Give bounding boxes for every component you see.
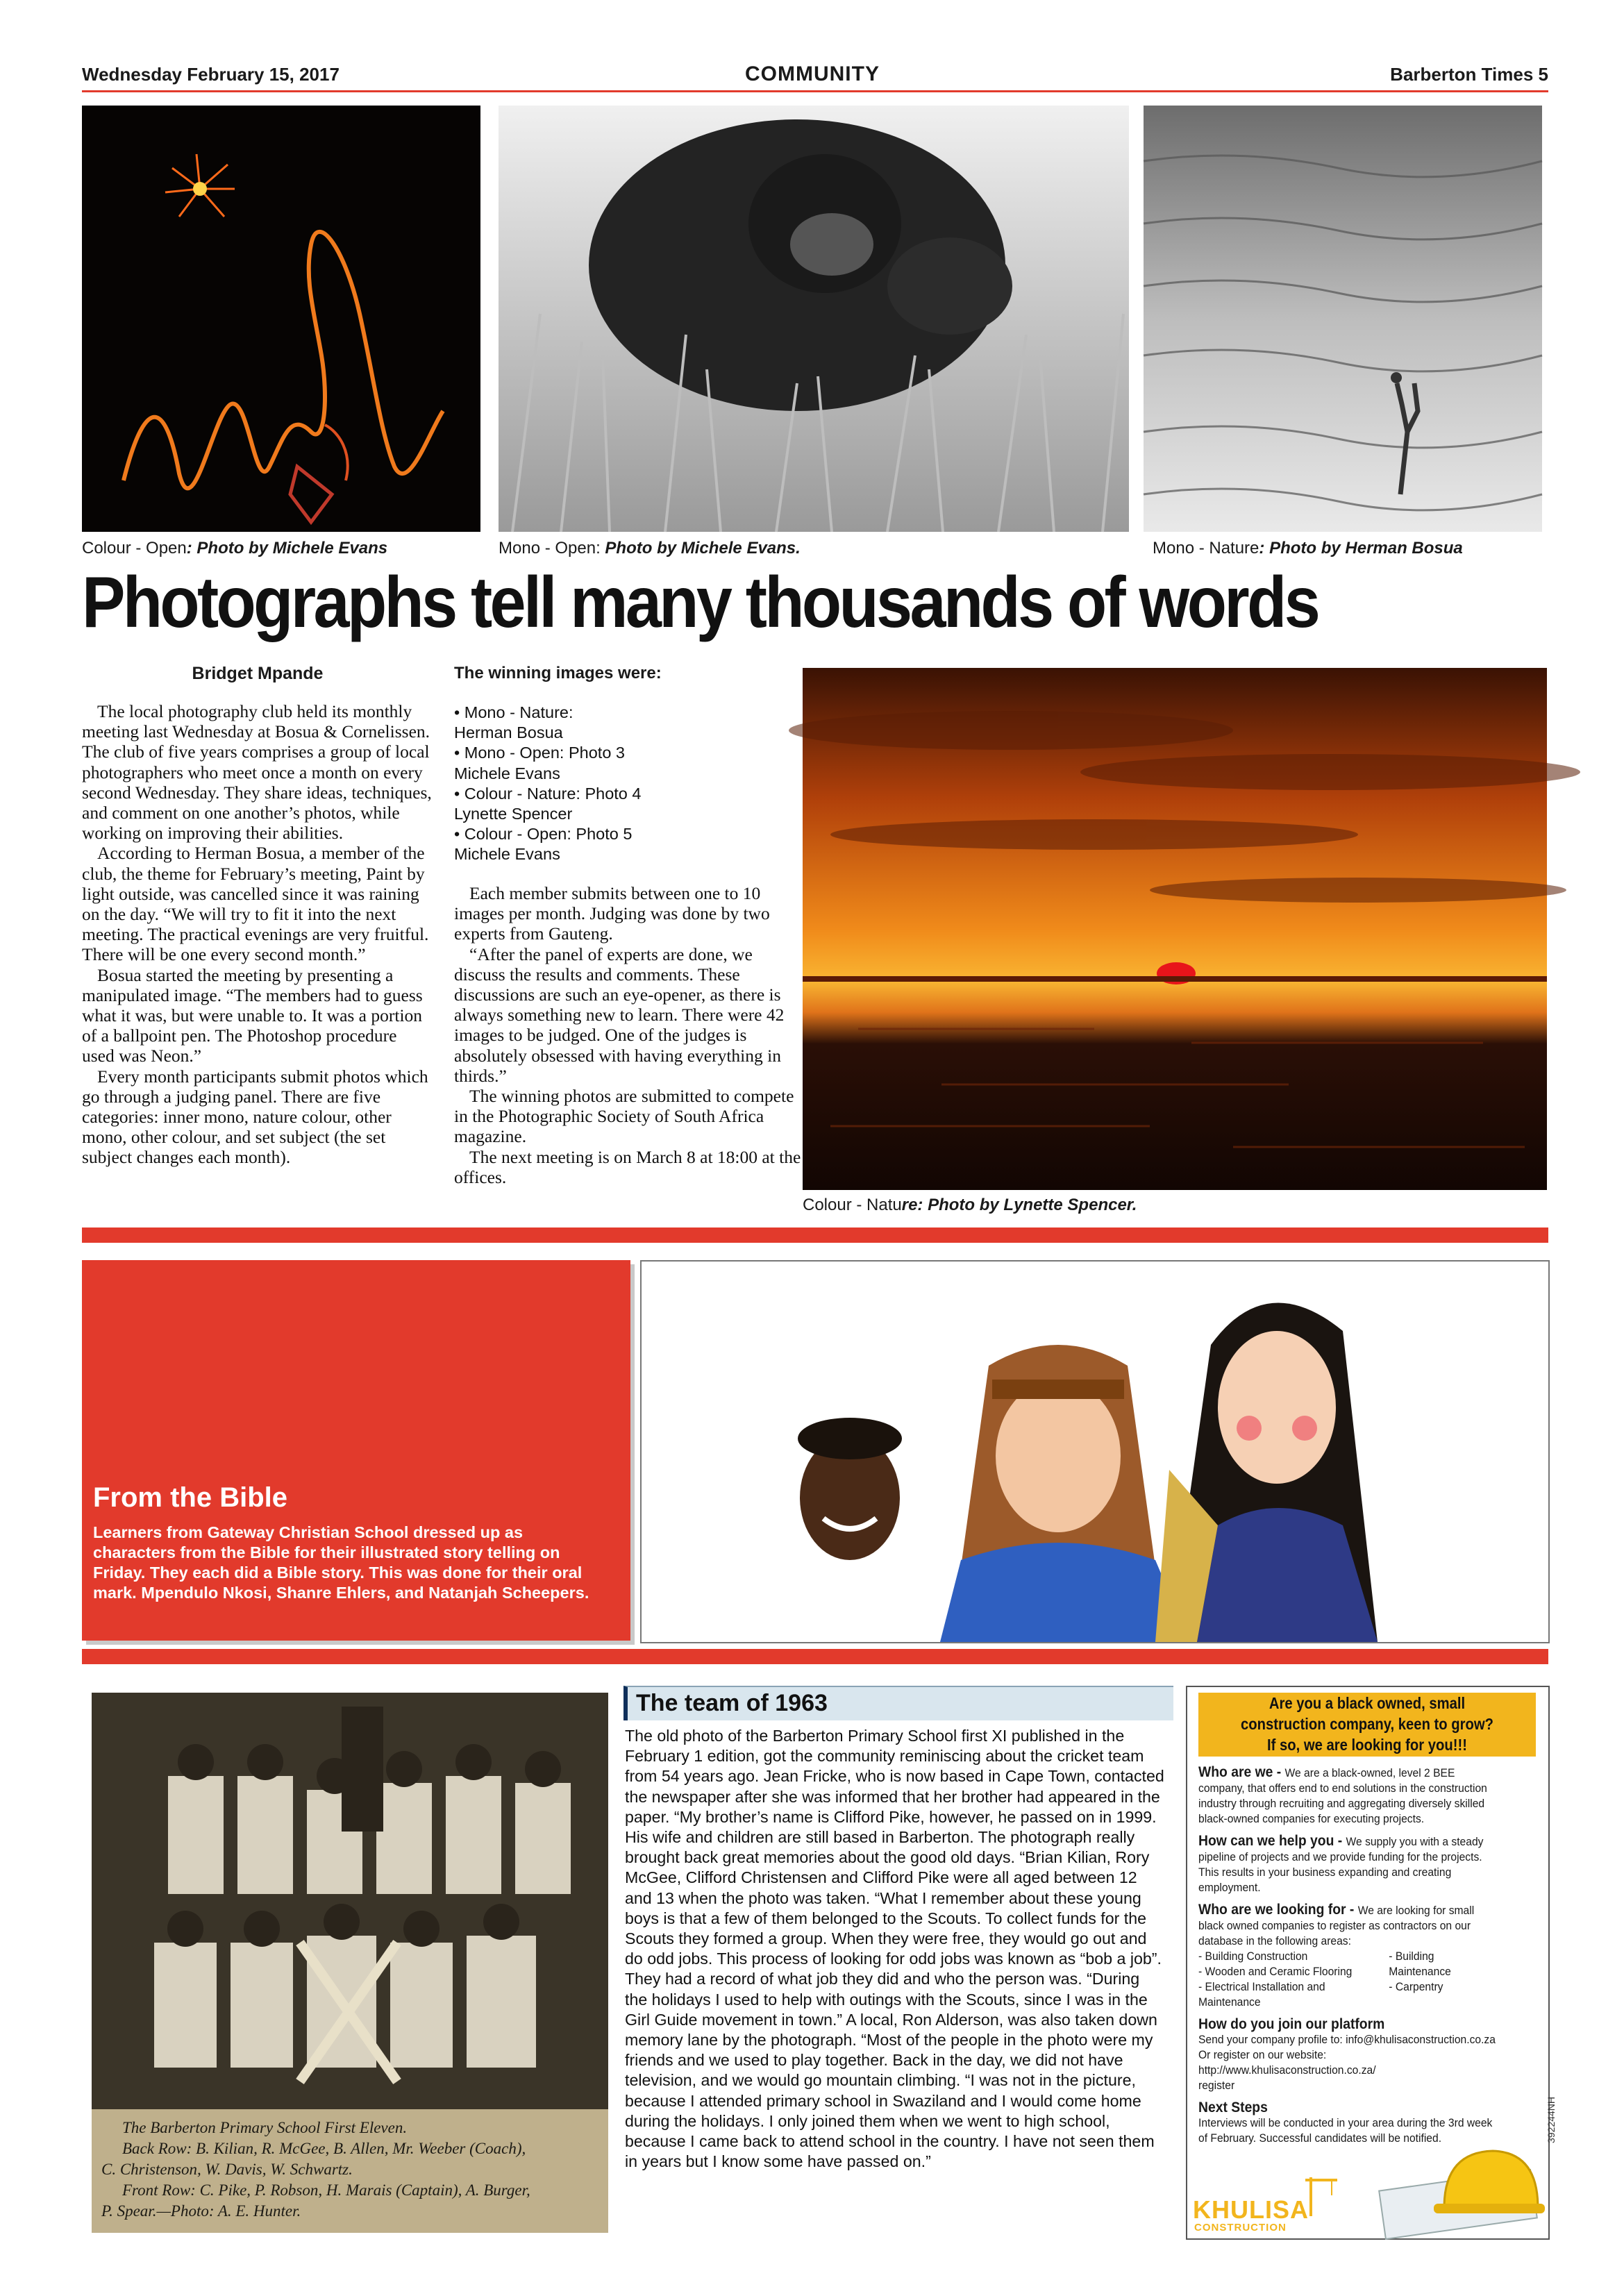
article-paragraph: Each member submits between one to 10 images per month. Judging was done by two experts from Gauteng. [454, 883, 770, 944]
winners-heading: The winning images were: [454, 664, 662, 682]
header-rule [82, 90, 1548, 92]
winner-line: Michele Evans [454, 845, 560, 864]
byline: Bridget Mpande [192, 664, 324, 683]
ocean-surfer-photo [1144, 106, 1542, 532]
caption-line: P. Spear.—Photo: A. E. Hunter. [101, 2202, 301, 2220]
ad-area: - Wooden and Ceramic Flooring [1198, 1965, 1353, 1978]
ad-headline [1198, 1693, 1536, 1757]
section-divider [82, 1649, 1548, 1664]
bible-feature-box [82, 1260, 630, 1641]
ad-headline-line: If so, we are looking for you!!! [1267, 1736, 1467, 1754]
ad-area: - Electrical Installation and Maintenance [1198, 1980, 1325, 2009]
ad-body [1198, 1765, 1498, 2153]
caption-line: Front Row: C. Pike, P. Robson, H. Marais (Captain), A. Burger, [122, 2181, 530, 2199]
ad-headline-line: Are you a black owned, small [1269, 1694, 1466, 1712]
khulisa-logo [1193, 2175, 1339, 2234]
bible-title: From the Bible [93, 1482, 288, 1513]
team-photo-caption [101, 2118, 605, 2222]
ad-contact-line: register [1198, 2079, 1235, 2092]
winners-list [454, 703, 801, 865]
caption-line: The Barberton Primary School First Eleven. [122, 2119, 408, 2136]
winner-line: • Mono - Open: Photo 3 [454, 744, 625, 762]
winner-line: Michele Evans [454, 764, 560, 782]
caption-photo2: Mono - Open: Photo by Michele Evans. [499, 539, 801, 558]
team-1963-photo [92, 1693, 608, 2233]
article-paragraph: The winning photos are submitted to compete in the Photographic Society of South Africa magazine. [454, 1086, 794, 1147]
sunset-photo [803, 668, 1547, 1190]
ad-section-heading: How do you join our platform [1198, 2016, 1385, 2032]
team-1963-article [623, 1686, 1172, 2236]
caption-line: Back Row: B. Kilian, R. McGee, B. Allen, Mr. Weeber (Coach), [122, 2140, 526, 2157]
ad-section-text: We are a black-owned, level 2 BEE company, that offers end to end solutions in the construction industry through recruiting and aggregating diversely skilled black-owned companies for executing projects. [1198, 1766, 1487, 1825]
page-number: Barberton Times 5 [1390, 64, 1548, 85]
article-column-2 [454, 883, 801, 1187]
ad-headline-line: construction company, keen to grow? [1241, 1715, 1493, 1733]
ad-section-heading: Who are we looking for - [1198, 1902, 1358, 1918]
issue-date: Wednesday February 15, 2017 [82, 64, 340, 85]
article-headline: Photographs tell many thousands of words [82, 562, 1319, 643]
khulisa-ad [1186, 1686, 1557, 2240]
article-paragraph: The next meeting is on March 8 at 18:00 at the offices. [454, 1146, 801, 1187]
ad-section-text: We supply you with a steady pipeline of projects and we provide funding for the projects. This results in your business expanding and creating employment. [1198, 1835, 1484, 1894]
winner-line: • Mono - Nature: [454, 703, 574, 721]
crane-icon [1304, 2175, 1339, 2216]
chimpanzee-photo [499, 106, 1129, 532]
ad-contact-line: Or register on our website: http://www.khulisaconstruction.co.za/ [1198, 2048, 1376, 2077]
winner-line: • Colour - Open: Photo 5 [454, 825, 633, 844]
ad-section-heading: Who are we - [1198, 1764, 1285, 1780]
article-paragraph: “After the panel of experts are done, we discuss the results and comments. These discussions are such an eye-opener, as there is always something new to learn. There were 42 images to be judged. One of the judges is absolutely obsessed with having everything in thirds.” [454, 944, 785, 1086]
logo-wordmark: KHULISA [1193, 2195, 1309, 2224]
team-article-text: The old photo of the Barberton Primary School first XI published in the February 1 edition, got the community reminiscing about the cricket team from 54 years ago. Jean Fricke, who is now based in Cape Town, contacted the newspaper after she was informed that her brother had appeared in the paper. “My brother’s name is Clifford Pike, however, he passed on in 1999. His wife and children are still based in Barberton. The photograph really brought back great memories about the good old days. “Brian Kilian, Rory McGee, Clifford Christensen and Clifford Pike were all aged between 12 and 13 when the photo was taken. “What I remember about these young boys is that a few of them belonged to the Scouts. To collect funds for the Scouts they formed a group. When they were free, they would go out and do odd jobs. This process of looking for odd jobs was known as “bob a job”. They had a record of what job they did and who the person was. “During the holidays I used to help with outings with the Scouts, since I was in the Girl Guide movement in town.” A local, Ron Alderson, was also taken down memory lane by the photograph. “Most of the people in the photo were my friends and we used to play together. Back in the day, we did not have television, and we would go mountain climbing. “I was not in the picture, because I attended primary school in Swaziland and I would come home during the holidays. I only joined them when we went to high school, because I came back to attend school in the country. I have not seen them in years but I know some have passed on.” [625, 1727, 1164, 2171]
caption-photo1: Colour - Open: Photo by Michele Evans [82, 539, 388, 558]
section-title: COMMUNITY [745, 62, 880, 85]
ad-section-heading: Next Steps [1198, 2100, 1268, 2115]
ad-section-text: We are looking for small black owned companies to register as contractors on our database in the following areas: [1198, 1904, 1475, 1947]
bible-caption: Learners from Gateway Christian School dressed up as characters from the Bible for their illustrated story telling on Friday. They each did a Bible story. This was done for their oral mark. Mpendulo Nkosi, Shanre Ehlers, and Natanjah Scheepers. [93, 1523, 589, 1602]
light-painting-photo [82, 106, 480, 532]
bible-photo [640, 1260, 1550, 1643]
caption-sunset: Colour - Nature: Photo by Lynette Spencer. [803, 1196, 1137, 1214]
logo-subtitle: CONSTRUCTION [1194, 2222, 1287, 2234]
ad-area: - Building Construction [1198, 1950, 1308, 1963]
ad-reference: 392244NH [1546, 2097, 1557, 2143]
article-column-1 [82, 701, 433, 1168]
winner-line: Lynette Spencer [454, 805, 573, 823]
winner-line: • Colour - Nature: Photo 4 [454, 784, 642, 803]
team-title: The team of 1963 [636, 1690, 828, 1716]
article-paragraph: According to Herman Bosua, a member of the club, the theme for February’s meeting, Paint by light outside, was cancelled since it was raining on the day. “We will try to fit it into the next meeting. The practical evenings are very fruitful. There will be one every second month.” [82, 843, 429, 965]
winner-line: Herman Bosua [454, 723, 563, 742]
ad-area: - Carpentry [1389, 1980, 1443, 1993]
ad-area: - Building Maintenance [1389, 1950, 1451, 1978]
article-paragraph: Bosua started the meeting by presenting a manipulated image. “The members had to guess what it was, but were unable to. It was a portion of a ballpoint pen. The Photoshop procedure used was Neon.” [82, 964, 423, 1066]
ad-section-heading: How can we help you - [1198, 1833, 1346, 1849]
caption-photo3: Mono - Nature: Photo by Herman Bosua [1153, 539, 1463, 558]
caption-line: C. Christenson, W. Davis, W. Schwartz. [101, 2161, 353, 2178]
ad-section-text: Interviews will be conducted in your area during the 3rd week of February. Successful candidates will be notified. [1198, 2116, 1493, 2145]
article-paragraph: Every month participants submit photos which go through a judging panel. There are five categories: inner mono, nature colour, other mono, other colour, and set subject (the set subject changes each month). [82, 1066, 428, 1168]
team-title-bar [623, 1686, 1173, 1720]
section-divider [82, 1227, 1548, 1243]
ad-contact-line: Send your company profile to: info@khulisaconstruction.co.za [1198, 2033, 1496, 2046]
article-paragraph: The local photography club held its monthly meeting last Wednesday at Bosua & Cornelissen. The club of five years comprises a group of local photographers who meet once a month on every second Wednesday. They share ideas, techniques, and comment on one another’s photos, while working on improving their abilities. [82, 701, 432, 844]
hardhat-blueprint-image [1368, 2131, 1541, 2236]
